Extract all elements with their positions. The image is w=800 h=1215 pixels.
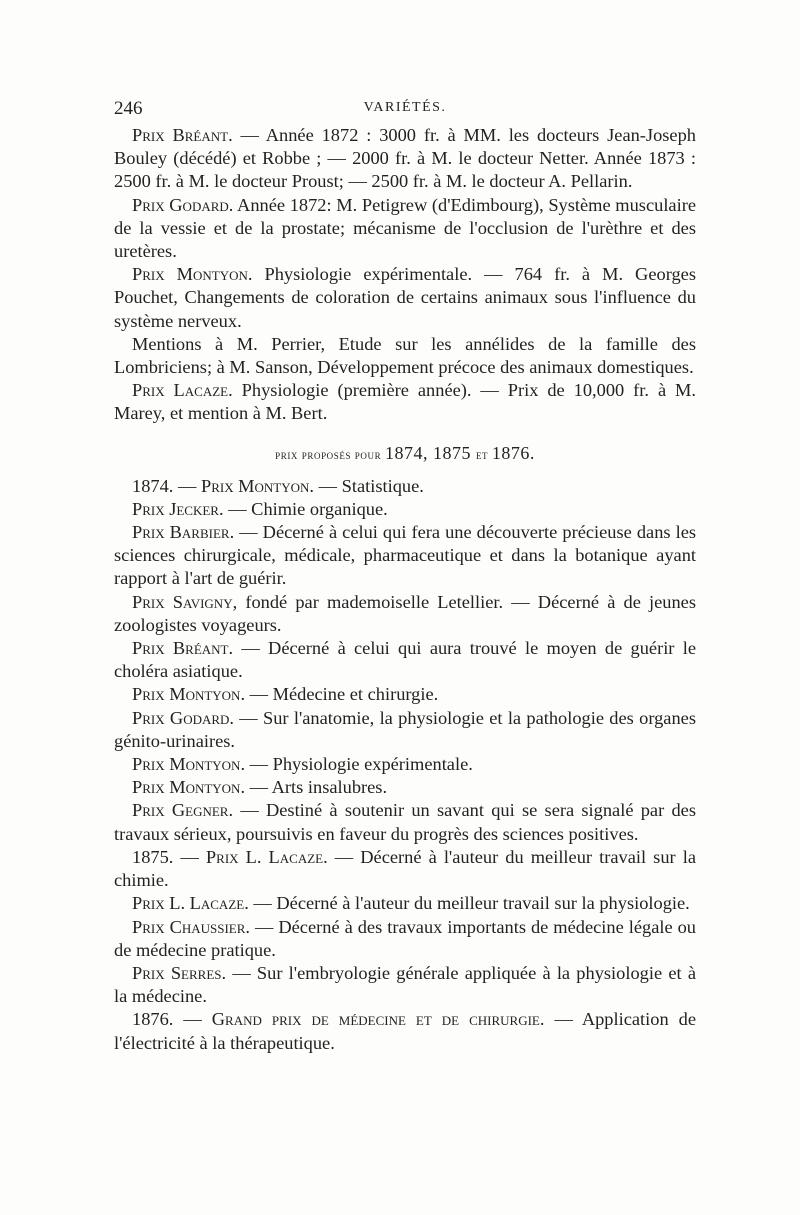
page-header: [114, 98, 696, 122]
results-section: [114, 124, 696, 426]
paragraph-text: — Destiné à soutenir un savant qui se sera signalé par des travaux sérieux, poursuivis en faveur du progrès des sciences positives.: [114, 800, 696, 844]
heading-year: 1874,: [384, 442, 433, 463]
paragraph: [114, 263, 696, 333]
paragraph-text: Physiologie expérimentale. — 764 fr. à M. Georges Pouchet, Changements de coloration de certains animaux sous l'influence du système nerveux.: [114, 264, 697, 331]
paragraph: [114, 846, 696, 892]
paragraph-text: Mentions à M. Perrier, Etude sur les annélides de la famille des Lombriciens; à M. Sanson, Développement précoce des animaux domestiques.: [114, 333, 696, 378]
prize-label: 1875. — Prix L. Lacaze.: [132, 846, 328, 867]
paragraph-text: — Médecine et chirurgie.: [245, 684, 439, 705]
prize-label: Prix Montyon.: [132, 684, 246, 705]
paragraph: [114, 799, 696, 845]
paragraph: [114, 194, 696, 264]
prize-label: Prix Godard.: [132, 194, 234, 215]
paragraph: [114, 962, 696, 1008]
paragraph: [114, 683, 696, 706]
prize-label: Prix Montyon.: [132, 264, 253, 285]
heading-year: 1875: [432, 442, 476, 463]
paragraph-text: — Décerné à celui qui fera une découverte précieuse dans les sciences chirurgicale, médicale, pharmaceutique et dans la botanique ayant rapport à l'art de guérir.: [114, 522, 697, 589]
prize-label: Prix Bréant.: [132, 125, 233, 145]
prize-label: Prix Barbier.: [132, 522, 235, 543]
prize-label: Prix Chaussier.: [132, 916, 251, 937]
prize-label: Prix Gegner.: [132, 800, 234, 821]
paragraph: [114, 916, 696, 962]
paragraph-text: Année 1872: M. Petigrew (d'Edimbourg), Système musculaire de la vessie et de la prostate; mécanisme de l'occlusion de l'urèthre et des uretères.: [114, 194, 696, 262]
prize-label: Prix Serres.: [132, 962, 227, 983]
heading-year: 1876.: [491, 442, 535, 463]
prize-label: Prix Montyon.: [132, 754, 246, 775]
prize-label: Prix Godard.: [132, 707, 235, 728]
paragraph: [114, 776, 696, 799]
paragraph-text: — Décerné à des travaux importants de médecine légale ou de médecine pratique.: [114, 916, 696, 960]
running-title: VARIÉTÉS.: [363, 100, 447, 115]
prize-label: Prix L. Lacaze.: [132, 893, 249, 914]
paragraph-text: Physiologie (première année). — Prix de 10,000 fr. à M. Marey, et mention à M. Bert.: [114, 380, 697, 424]
heading-prefix: prix proposés pour: [275, 447, 385, 462]
paragraph-text: — Sur l'embryologie générale appliquée à la physiologie et à la médecine.: [114, 962, 696, 1007]
prize-label: Prix Bréant.: [132, 638, 234, 659]
paragraph-text: — Décerné à l'auteur du meilleur travail sur la physiologie.: [248, 893, 690, 914]
prize-label: Prix Jecker.: [132, 498, 224, 519]
prize-label: 1874. — Prix Montyon.: [132, 475, 315, 496]
paragraph-text: fondé par mademoiselle Letellier. — Décerné à de jeunes zoologistes voyageurs.: [114, 591, 696, 635]
paragraph: [114, 521, 696, 591]
prize-label: 1876. — Grand prix de médecine et de chirurgie.: [132, 1009, 545, 1030]
paragraph: [114, 1008, 696, 1054]
paragraph: [114, 753, 696, 776]
page-number: 246: [114, 98, 143, 119]
paragraph-text: — Sur l'anatomie, la physiologie et la pathologie des organes génito-urinaires.: [114, 707, 696, 751]
prize-label: Prix Lacaze.: [132, 380, 233, 401]
prize-label: Prix Savigny,: [132, 591, 238, 612]
paragraph-text: — Chimie organique.: [223, 498, 388, 519]
prize-label: Prix Montyon.: [132, 777, 246, 798]
paragraph-text: — Décerné à celui qui aura trouvé le moyen de guérir le choléra asiatique.: [114, 638, 696, 682]
paragraph: [114, 707, 696, 753]
paragraph: [114, 475, 696, 498]
paragraph: [114, 637, 696, 683]
paragraph: [114, 124, 696, 194]
paragraph: [114, 333, 696, 379]
section-heading: [114, 442, 696, 467]
paragraph: [114, 498, 696, 521]
paragraph-text: — Physiologie expérimentale.: [245, 754, 473, 775]
paragraph-text: — Année 1872 : 3000 fr. à MM. les docteurs Jean-Joseph Bouley (décédé) et Robbe ; — 2000 fr. à M. le docteur Netter. Année 1873 : 2500 fr. à M. le docteur Proust; — 2500 fr. à M. le docteur A. Pellarin.: [114, 125, 696, 192]
paragraph: [114, 591, 696, 637]
paragraph-text: — Application de l'électricité à la thérapeutique.: [114, 1009, 697, 1053]
paragraph: [114, 379, 696, 425]
paragraph-text: — Arts insalubres.: [245, 777, 388, 798]
heading-et: et: [475, 447, 492, 462]
paragraph-text: — Décerné à l'auteur du meilleur travail sur la chimie.: [114, 846, 696, 891]
book-page: [114, 98, 696, 1055]
paragraph-text: — Statistique.: [314, 475, 424, 496]
proposed-prizes-section: [114, 475, 696, 1055]
paragraph: [114, 892, 696, 915]
